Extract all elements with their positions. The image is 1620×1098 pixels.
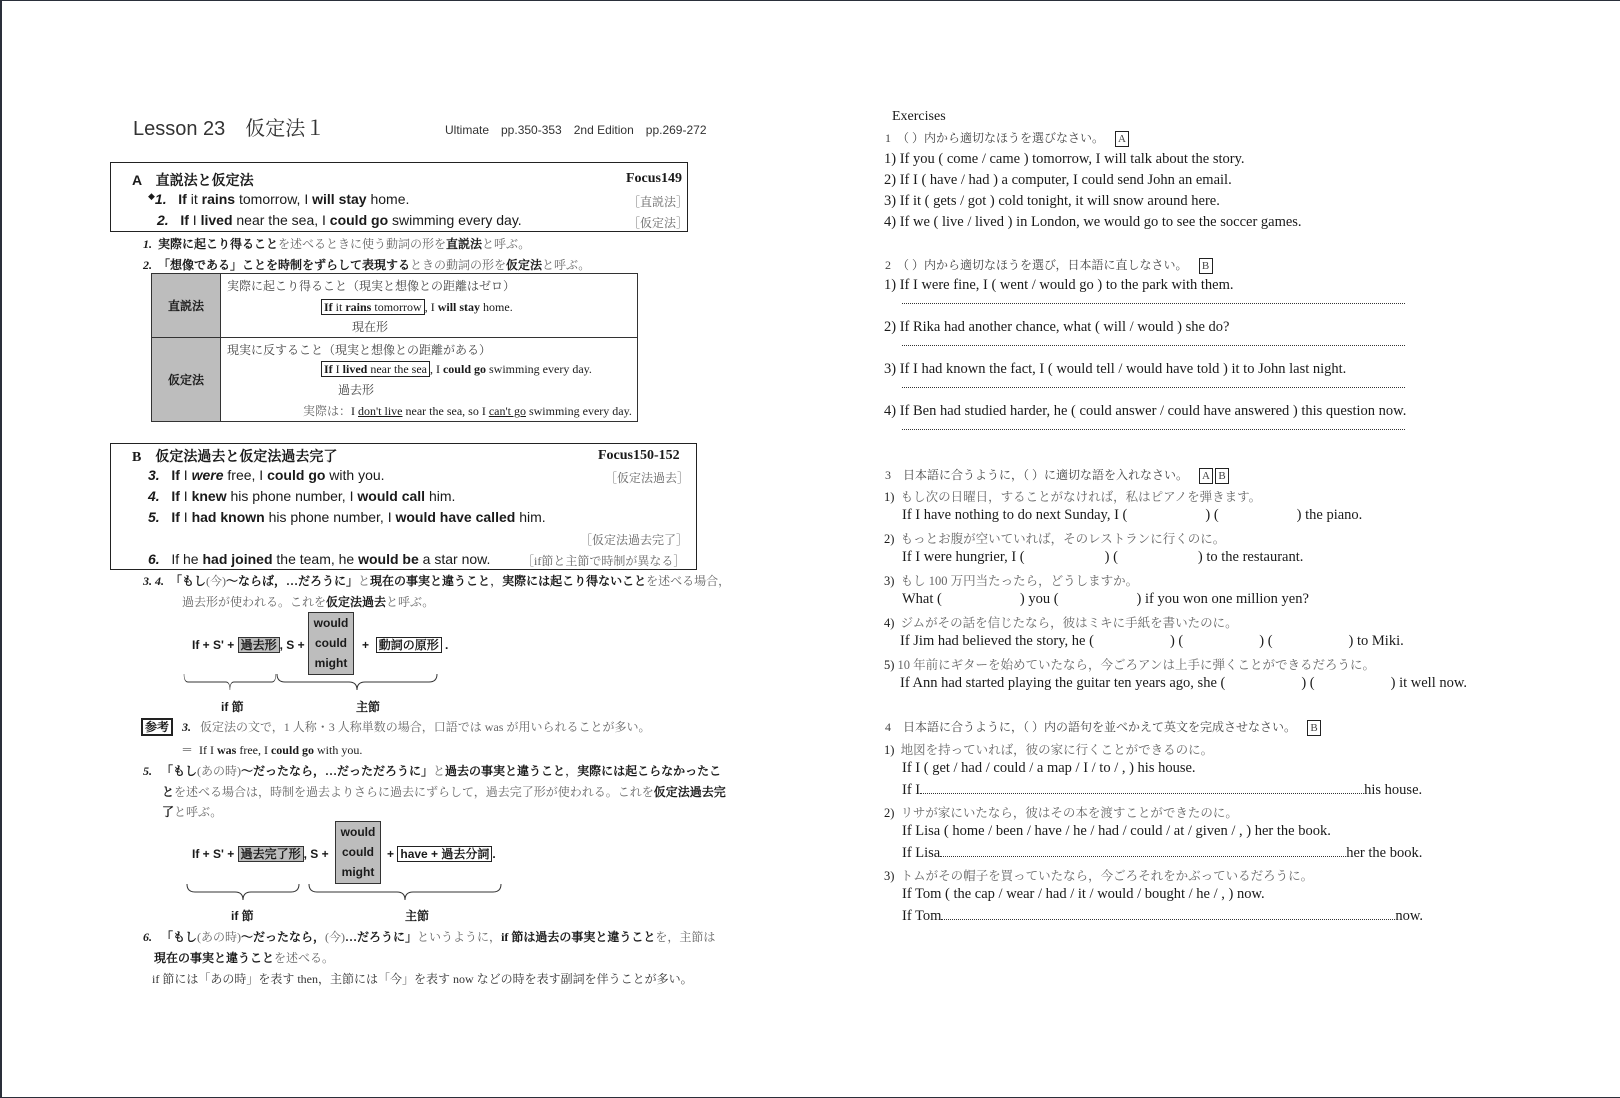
formula-2 <box>192 845 329 862</box>
table-cell-chokusetsu <box>221 274 638 338</box>
modal-might: might <box>314 656 348 670</box>
q4-3-answer-line[interactable] <box>941 907 1395 920</box>
q3-item-1-number: 1) <box>884 490 895 504</box>
sanko-label: 参考 <box>141 718 173 736</box>
note-6-extra: if 節には「あの時」を表す then，主節には「今」を表す now などの時を表す副詞を伴うことが多い。 <box>152 972 693 986</box>
note-6: 6. 「もし(あの時)〜だったなら，(今)…だろうに」というように，if 節は過去の事実と違うことを，主節は <box>143 930 716 944</box>
formula-1-plus: + <box>362 638 370 652</box>
modal-could: could <box>342 845 374 859</box>
section-a-focus: Focus149 <box>626 171 682 186</box>
table-desc-chokusetsu: 実際に起こり得ること（現実と想像との距離はゼロ） <box>227 279 516 293</box>
q3-item-5-ja <box>884 655 1375 673</box>
formula-2-braces <box>185 882 505 902</box>
q4-2-end: her the book. <box>1346 845 1423 861</box>
q3-item-5-text: 10 年前にギターを始めていたなら，今ごろアンは上手に弾くことができるだろうに。 <box>897 658 1376 672</box>
q4-item-1-en: If I ( get / had / could / a map / I / to / , ) his house. <box>902 760 1196 776</box>
note-1: 1. 実際に起こり得ることを述べるときに使う動詞の形を直説法と呼ぶ。 <box>143 237 531 251</box>
q4-1-answer-line[interactable] <box>920 781 1364 794</box>
example-2-tag: ［仮定法］ <box>628 216 689 230</box>
q3-item-4-en: If Jim had believed the story, he ( ) ( ) ( ) to Miki. <box>900 633 1404 649</box>
q4-heading <box>885 718 1321 736</box>
formula-2-plus: + <box>387 847 395 861</box>
q3-item-3-number: 3) <box>884 574 895 588</box>
table-example-katei: If I lived near the sea , I could go swimming every day. <box>321 362 592 377</box>
q4-3-start: If Tom <box>902 908 942 924</box>
q4-item-2-en: If Lisa ( home / been / have / he / had / could / at / given / , ) her the book. <box>902 823 1331 839</box>
q3-item-1-text: もし次の日曜日，することがなければ，私はピアノを弾きます。 <box>900 490 1262 504</box>
formula-1-s: , S + <box>279 638 305 652</box>
q4-2-start: If Lisa <box>902 845 941 861</box>
example-1: ◆1. If it rains tomorrow, I will stay home. <box>148 191 410 207</box>
formula-1-right <box>362 636 448 653</box>
q2-answer-line-1[interactable] <box>902 303 1405 304</box>
modal-would: would <box>313 616 349 630</box>
q3-heading <box>885 466 1229 484</box>
example-6: 6. If he had joined the team, he would be a star now. <box>148 551 491 567</box>
note-6-number: 6. <box>143 930 152 944</box>
example-3: 3. If I were free, I could go with you. <box>148 467 385 483</box>
formula-2-modals <box>335 821 381 884</box>
table-label-katei: 仮定法 <box>152 338 221 422</box>
formula-1-past-form: 過去形 <box>238 637 280 653</box>
formula-2-past-perfect: 過去完了形 <box>238 846 304 862</box>
example-6-number: 6. <box>148 551 160 567</box>
formula-1-main-clause: 主節 <box>356 700 381 714</box>
q3-item-4-text: ジムがその話を信じたなら，彼はミキに手紙を書いたのに。 <box>900 616 1238 630</box>
example-2: 2. If I lived near the sea, I could go swimming every day. <box>157 212 522 228</box>
q1-heading <box>885 129 1129 147</box>
q2-tag: B <box>1199 258 1213 274</box>
lesson-title: Lesson 23 仮定法１ <box>133 118 326 140</box>
q1-item-3: 3) If it ( gets / got ) cold tonight, it will snow around here. <box>884 193 1220 209</box>
q4-item-3-text: トムがその帽子を買っていたなら，今ごろそれをかぶっているだろうに。 <box>900 869 1314 883</box>
comparison-table <box>151 273 638 422</box>
section-b-heading: B 仮定法過去と仮定法過去完了 <box>132 450 338 465</box>
q3-item-4-ja <box>884 613 1238 631</box>
q1-item-2: 2) If I ( have / had ) a computer, I could send John an email. <box>884 172 1232 188</box>
q4-item-3-answer <box>902 907 1423 925</box>
q2-answer-line-4[interactable] <box>902 429 1405 430</box>
table-desc-katei: 現実に反すること（現実と想像との距離がある） <box>227 343 492 357</box>
example-1-tag: ［直説法］ <box>628 195 689 209</box>
q1-item-1: 1) If you ( come / came ) tomorrow, I will talk about the story. <box>884 151 1245 167</box>
sanko-note <box>141 718 650 735</box>
q3-item-5-en: If Ann had started playing the guitar ten years ago, she ( ) ( ) it well now. <box>900 675 1468 691</box>
example-4: 4. If I knew his phone number, I would call him. <box>148 488 456 504</box>
q4-item-2-number: 2) <box>884 806 895 820</box>
sanko-text: 仮定法の文で，1 人称・3 人称単数の場合，口語では was が用いられることが多い。 <box>200 720 651 734</box>
q3-item-2-ja <box>884 529 1225 547</box>
q2-answer-line-2[interactable] <box>902 345 1405 346</box>
sanko-number: 3. <box>182 720 192 734</box>
q2-answer-line-3[interactable] <box>902 387 1405 388</box>
exercises-title: Exercises <box>892 109 946 124</box>
example-3-tag: ［仮定法過去］ <box>605 471 690 485</box>
formula-2-main-clause: 主節 <box>405 909 430 923</box>
q4-item-2-answer <box>902 844 1422 862</box>
formula-2-left: If + S' + <box>192 847 235 861</box>
example-5: 5. If I had known his phone number, I would have called him. <box>148 509 546 525</box>
formula-2-right <box>387 845 496 862</box>
formula-1-base-verb: 動詞の原形 <box>376 637 442 653</box>
q4-item-1-answer <box>902 781 1422 799</box>
note-5-number: 5. <box>143 764 152 778</box>
modal-might: might <box>341 865 375 879</box>
q1-tag: A <box>1115 131 1129 147</box>
sanko-example: ＝ If I was free, I could go with you. <box>181 743 363 757</box>
q4-heading-text: 4 日本語に合うように，（ ）内の語句を並べかえて英文を完成させなさい。 <box>885 720 1297 734</box>
q4-tag: B <box>1307 720 1321 736</box>
q1-item-4: 4) If we ( live / lived ) in London, we would go to see the soccer games. <box>884 214 1302 230</box>
q2-item-2: 2) If Rika had another chance, what ( will / would ) she do? <box>884 319 1230 335</box>
formula-2-s: , S + <box>303 847 329 861</box>
q4-item-2-ja <box>884 803 1238 821</box>
formula-2-if-clause: if 節 <box>231 909 254 923</box>
note-5: 5. 「もし(あの時)〜だったなら，…だっただろうに」と過去の事実と違うこと，実際には起こらなかったこ <box>143 764 722 778</box>
q3-item-3-en: What ( ) you ( ) if you won one million yen? <box>902 591 1309 607</box>
q4-item-1-number: 1) <box>884 743 895 757</box>
note-3-4: 3. 4. 「もし(今)〜ならば，…だろうに」と現在の事実と違うこと，実際には起こり得ないことを述べる場合， <box>143 574 731 588</box>
q3-item-4-number: 4) <box>884 616 895 630</box>
formula-1-left: If + S' + <box>192 638 235 652</box>
q4-3-end: now. <box>1395 908 1424 924</box>
table-example-chokusetsu: If it rains tomorrow , I will stay home. <box>321 300 513 315</box>
q3-tag-b: B <box>1215 468 1229 484</box>
q3-tag-a: A <box>1199 468 1213 484</box>
q3-item-1-en: If I have nothing to do next Sunday, I ( ) ( ) the piano. <box>902 507 1363 523</box>
example-5-number: 5. <box>148 509 160 525</box>
modal-could: could <box>315 636 347 650</box>
q4-1-start: If I <box>902 782 921 798</box>
q1-heading-text: 1 （ ）内から適切なほうを選びなさい。 <box>885 131 1105 145</box>
q3-item-2-number: 2) <box>884 532 895 546</box>
table-form-present: 現在形 <box>352 320 389 334</box>
formula-1-braces <box>183 672 453 692</box>
q2-heading-text: 2 （ ）内から適切なほうを選び，日本語に直しなさい。 <box>885 258 1188 272</box>
q3-item-5-number: 5) <box>884 658 895 672</box>
formula-2-period: . <box>492 847 496 861</box>
q4-1-end: his house. <box>1364 782 1423 798</box>
section-b-focus: Focus150-152 <box>598 448 680 463</box>
q4-item-3-en: If Tom ( the cap / wear / had / it / would / bought / he / , ) now. <box>902 886 1265 902</box>
q3-item-2-text: もっとお腹が空いていれば，そのレストランに行くのに。 <box>900 532 1226 546</box>
q4-2-answer-line[interactable] <box>940 844 1346 857</box>
q3-item-3-ja <box>884 571 1138 589</box>
example-3-number: 3. <box>148 467 160 483</box>
formula-1 <box>192 636 305 653</box>
q2-item-3: 3) If I had known the fact, I ( would tell / would have told ) it to John last night. <box>884 361 1347 377</box>
modal-would: would <box>340 825 376 839</box>
formula-1-if-clause: if 節 <box>221 700 244 714</box>
table-reality: 実際は：I don't live near the sea, so I can't go swimming every day. <box>303 404 632 418</box>
note-5-line2: とを述べる場合は，時制を過去よりさらに過去にずらして，過去完了形が使われる。これを仮定法過去完 <box>162 785 726 799</box>
example-4-number: 4. <box>148 488 160 504</box>
note-2-number: 2. <box>143 258 152 272</box>
example-5-tag: ［仮定法過去完了］ <box>580 533 689 547</box>
note-5-line3: 了と呼ぶ。 <box>162 805 223 819</box>
note-3-4-number: 3. 4. <box>143 574 164 588</box>
q2-heading <box>885 256 1213 274</box>
q4-item-1-text: 地図を持っていれば，彼の家に行くことができるのに。 <box>900 743 1214 757</box>
q4-item-1-ja <box>884 740 1213 758</box>
table-form-past: 過去形 <box>338 383 375 397</box>
note-1-number: 1. <box>143 237 152 251</box>
formula-2-have-pp: have + 過去分詞 <box>397 846 492 862</box>
q3-item-2-en: If I were hungrier, I ( ) ( ) to the restaurant. <box>902 549 1304 565</box>
note-2: 2. 「想像である」ことを時制をずらして表現するときの動詞の形を仮定法と呼ぶ。 <box>143 258 591 272</box>
note-6-line2: 現在の事実と違うことを述べる。 <box>154 951 335 965</box>
q4-item-2-text: リサが家にいたなら，彼はその本を渡すことができたのに。 <box>900 806 1238 820</box>
table-cell-katei <box>221 338 638 422</box>
q2-item-1: 1) If I were fine, I ( went / would go ) to the park with them. <box>884 277 1234 293</box>
table-label-chokusetsu: 直説法 <box>152 274 221 338</box>
q4-item-3-number: 3) <box>884 869 895 883</box>
q3-heading-text: 3 日本語に合うように，（ ）に適切な語を入れなさい。 <box>885 468 1189 482</box>
example-1-number: 1. <box>154 191 167 207</box>
q3-item-1-ja <box>884 487 1261 505</box>
section-a-heading: A 直説法と仮定法 <box>132 172 254 188</box>
q3-item-3-text: もし 100 万円当たったら，どうしますか。 <box>900 574 1139 588</box>
example-6-tag: ［if節と主節で時制が異なる］ <box>522 554 686 568</box>
formula-1-modals <box>308 612 354 675</box>
q4-item-3-ja <box>884 866 1313 884</box>
q2-item-4: 4) If Ben had studied harder, he ( could answer / could have answered ) this question now. <box>884 403 1407 419</box>
note-3-4-line2: 過去形が使われる。これを仮定法過去と呼ぶ。 <box>182 595 435 609</box>
formula-1-period: . <box>445 638 449 652</box>
example-2-number: 2. <box>157 212 169 228</box>
lesson-reference: Ultimate pp.350-353 2nd Edition pp.269-272 <box>445 123 707 137</box>
